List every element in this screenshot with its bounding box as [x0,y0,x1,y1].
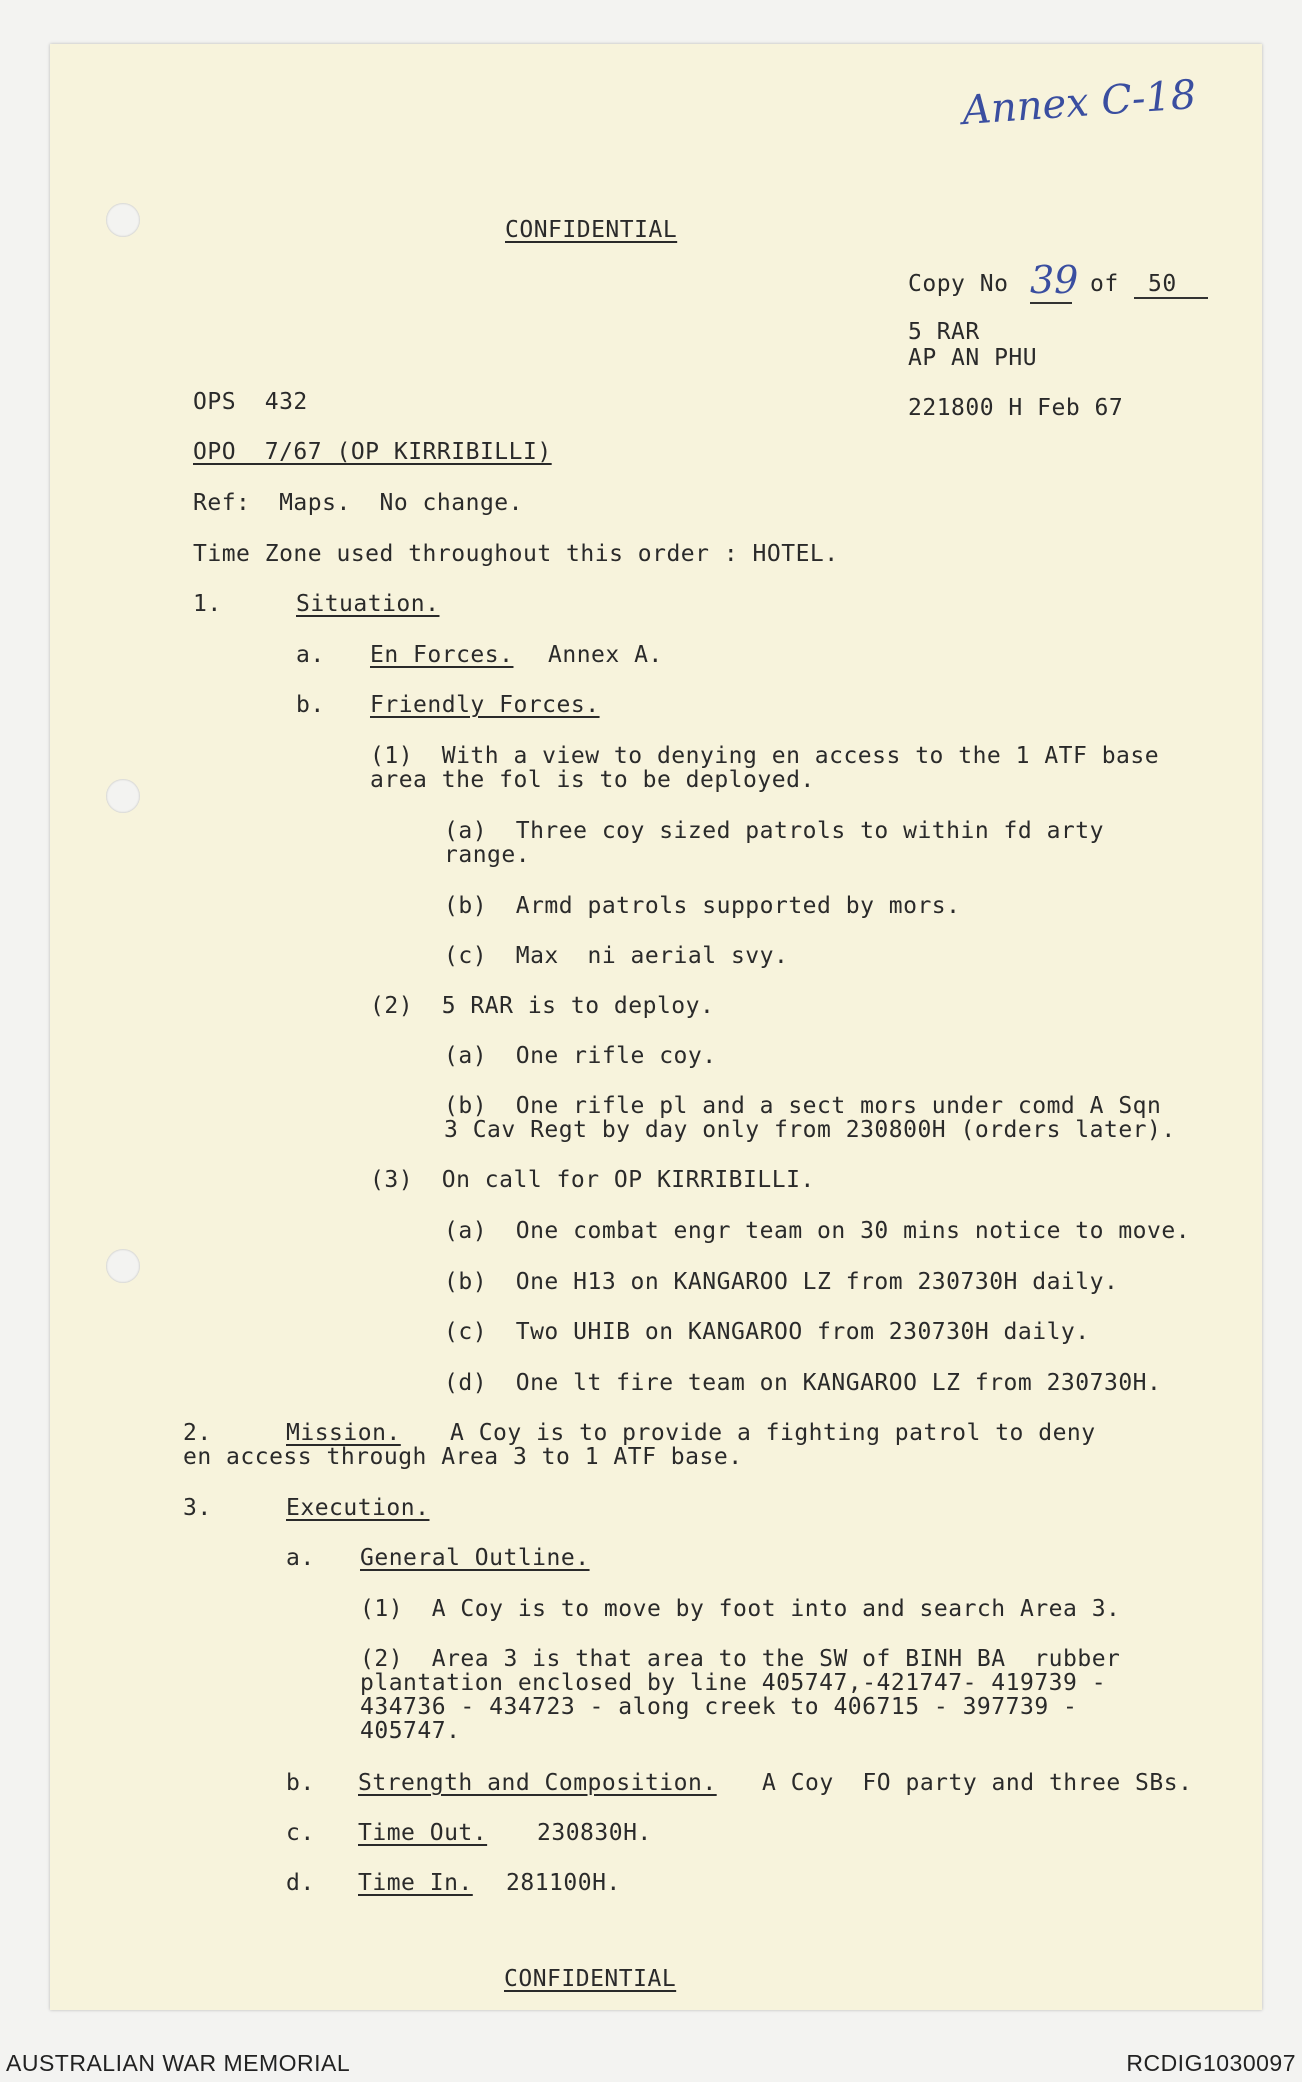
text-line: 3 Cav Regt by day only from 230800H (orders later). [444,1117,1176,1143]
text-line: (1) A Coy is to move by foot into and search Area 3. [360,1596,1121,1622]
strength-heading: Strength and Composition. [358,1770,717,1796]
map-reference: Ref: Maps. No change. [193,490,523,516]
classification-bottom: CONFIDENTIAL [504,1966,677,1992]
text-line: (a) One combat engr team on 30 mins notice to move. [444,1218,1191,1244]
text-line: 405747. [360,1718,461,1744]
date-time-group: 221800 H Feb 67 [908,395,1124,421]
copy-label: Copy No [908,271,1009,297]
subpara-letter: b. [286,1770,315,1796]
punch-hole [106,203,140,237]
text-line: en access through Area 3 to 1 ATF base. [183,1444,743,1470]
friendly-forces-heading: Friendly Forces. [370,692,600,718]
text-line: (b) One H13 on KANGAROO LZ from 230730H daily. [444,1269,1119,1295]
order-title: OPO 7/67 (OP KIRRIBILLI) [193,439,552,465]
text-line: range. [444,842,531,868]
classification-top: CONFIDENTIAL [505,217,678,243]
text-line: (c) Max ni aerial svy. [444,943,789,969]
footer-source: AUSTRALIAN WAR MEMORIAL [6,2050,351,2076]
general-outline-heading: General Outline. [360,1545,590,1571]
subpara-letter: a. [296,642,325,668]
subpara-letter: c. [286,1820,315,1846]
en-forces-heading: En Forces. [370,642,514,668]
handwritten-annotation: Annex C-18 [960,71,1198,135]
text-line: (b) One rifle pl and a sect mors under comd A Sqn [444,1093,1162,1119]
time-out-heading: Time Out. [358,1820,488,1846]
location: AP AN PHU [908,345,1038,371]
execution-heading: Execution. [286,1495,430,1521]
text-line: (b) Armd patrols supported by mors. [444,893,961,919]
subpara-letter: d. [286,1870,315,1896]
footer-id: RCDIG1030097 [1126,2050,1296,2076]
text-line: 434736 - 434723 - along creek to 406715 - 397739 - [360,1694,1078,1720]
text-line: plantation enclosed by line 405747,-421747- 419739 - [360,1670,1107,1696]
unit: 5 RAR [908,319,980,345]
para-number: 2. [183,1420,212,1446]
text-line: (2) 5 RAR is to deploy. [370,993,715,1019]
strength-text: A Coy FO party and three SBs. [762,1770,1193,1796]
text-line: (2) Area 3 is that area to the SW of BINH BA rubber [360,1646,1121,1672]
para-number: 1. [193,591,222,617]
text-line: (3) On call for OP KIRRIBILLI. [370,1167,815,1193]
copy-number: 39 [1030,258,1079,302]
subpara-letter: b. [296,692,325,718]
text-line: area the fol is to be deployed. [370,767,815,793]
copy-total: 50 [1134,272,1208,299]
time-zone: Time Zone used throughout this order : HOTEL. [193,541,839,567]
punch-hole [106,1249,140,1283]
en-forces-text: Annex A. [548,642,663,668]
text-line: (a) One rifle coy. [444,1043,717,1069]
ops-reference: OPS 432 [193,389,308,415]
time-in-heading: Time In. [358,1870,473,1896]
subpara-letter: a. [286,1545,315,1571]
text-line: (a) Three coy sized patrols to within fd arty [444,818,1104,844]
para-number: 3. [183,1495,212,1521]
time-in-text: 281100H. [506,1870,621,1896]
text-line: (1) With a view to denying en access to the 1 ATF base [370,743,1160,769]
time-out-text: 230830H. [537,1820,652,1846]
punch-hole [106,779,140,813]
copy-of: of [1090,271,1119,297]
mission-heading: Mission. [286,1420,401,1446]
text-line: (c) Two UHIB on KANGAROO from 230730H daily. [444,1319,1090,1345]
text-line: (d) One lt fire team on KANGAROO LZ from 230730H. [444,1370,1162,1396]
situation-heading: Situation. [296,591,440,617]
text-line: A Coy is to provide a fighting patrol to deny [450,1420,1096,1446]
